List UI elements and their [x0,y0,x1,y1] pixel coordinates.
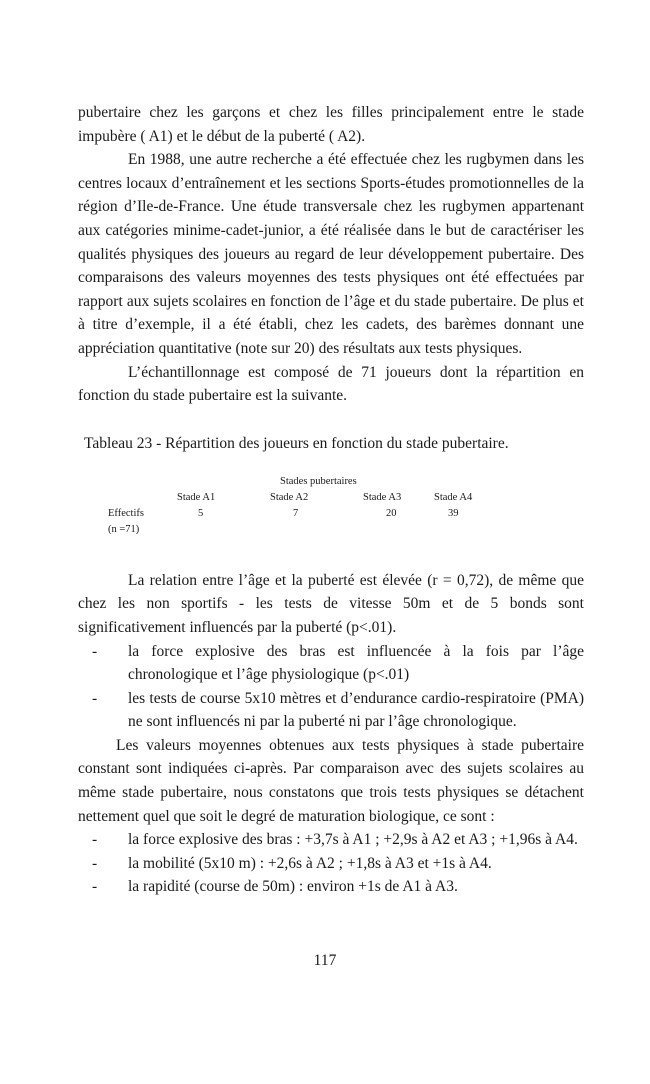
table-cell: 5 [198,507,204,519]
table-column-header: Stade A2 [270,491,309,503]
page-number: 117 [313,952,337,969]
table-column-header: Stade A4 [434,491,473,503]
paragraph-age-puberty: La relation entre l’âge et la puberté est élevée (r = 0,72), de même que chez les non sportifs - les tests de vitesse 50m et de 5 bonds sont significativement influencés par la puberté (p<.01). [78,571,584,636]
table-row-label: Effectifs [108,507,144,519]
page-body [78,101,584,899]
table-cell: 39 [448,507,459,519]
paragraph-sample: L’échantillonnage est composé de 71 joueurs dont la répartition en fonction du stade pubertaire est la suivante. [78,363,584,405]
table-group-header: Stades pubertaires [280,475,357,487]
list-item: - les tests de course 5x10 mètres et d’endurance cardio-respiratoire (PMA) ne sont influencés ni par la puberté ni par l’âge chronologique. [92,689,584,731]
tests-list [78,828,584,899]
table-column-header: Stade A1 [177,491,216,503]
table-column-header: Stade A3 [363,491,402,503]
list-item: - la mobilité (5x10 m) : +2,6s à A2 ; +1,8s à A3 et +1s à A4. [92,854,492,872]
table-row-sublabel: (n =71) [108,523,140,535]
list-item: - la force explosive des bras est influencée à la fois par l’âge chronologique et l’âge physiologique (p<.01) [92,642,584,684]
table-cell: 20 [386,507,397,519]
list-item: - la rapidité (course de 50m) : environ +1s de A1 à A3. [92,878,458,896]
paragraph-study-1988: En 1988, une autre recherche a été effectuée chez les rugbymen dans les centres locaux d’entraînement et les sections Sports-études promotionnelles de la région d’Ile-de-France. Une étude transversale chez les rugbymen appartenant aux catégories minime-cadet-junior, a été réalisée dans le but de caractériser les qualités physiques des joueurs au regard de leur développement pubertaire. Des comparaisons des valeurs moyennes des tests physiques ont été effectuées par rapport aux sujets scolaires en fonction de l’âge et du stade pubertaire. De plus et à titre d’exemple, il a été établi, chez les cadets, des barèmes donnant une appréciation quantitative (note sur 20) des résultats aux tests physiques. [78,151,584,357]
findings-list [78,640,584,734]
table-cell: 7 [293,507,299,519]
table-caption: Tableau 23 - Répartition des joueurs en fonction du stade pubertaire. [84,434,509,452]
paragraph-continuation: pubertaire chez les garçons et chez les filles principalement entre le stade impubère ( A1) et le début de la puberté ( A2). [78,104,584,145]
list-item: - la force explosive des bras : +3,7s à A1 ; +2,9s à A2 et A3 ; +1,96s à A4. [92,831,578,849]
paragraph-mean-values: Les valeurs moyennes obtenues aux tests physiques à stade pubertaire constant sont indiquées ci-après. Par comparaison avec des sujets scolaires au même stade pubertaire, nous constatons que trois tests physiques se détachent nettement quel que soit le degré de maturation biologique, ce sont : [78,736,584,825]
puberty-distribution-table [78,469,584,557]
